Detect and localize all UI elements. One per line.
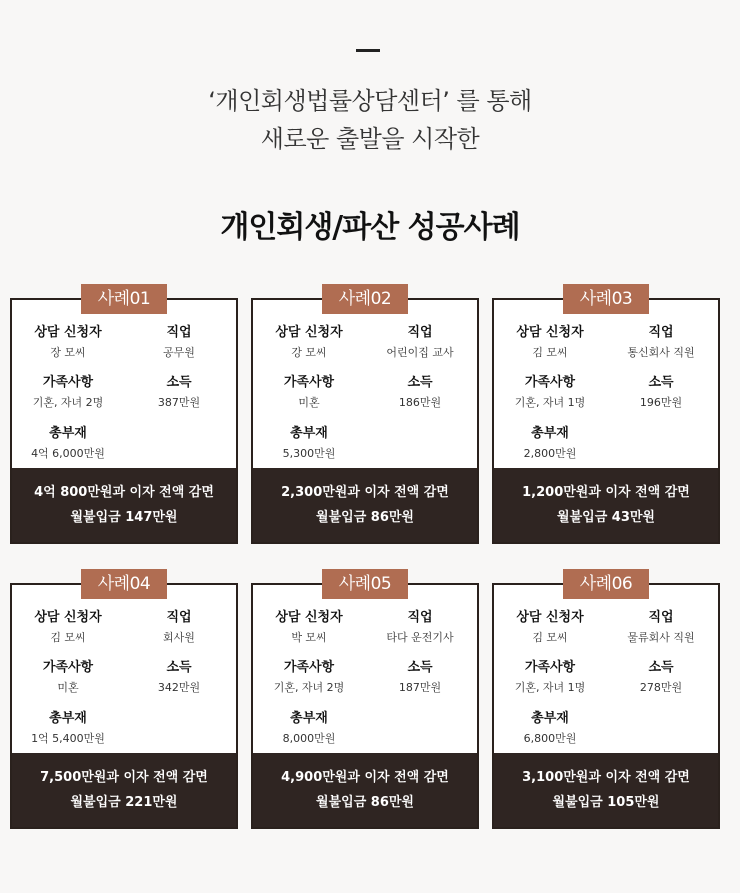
debt-value: 1억 5,400만원 [31,732,105,745]
case-card [10,289,238,544]
job-value: 회사원 [163,631,195,644]
applicant-value: 김 모씨 [50,631,86,644]
debt-value: 8,000만원 [282,732,336,745]
family-field [18,659,118,696]
result-monthly: 월불입금 147만원 [70,510,178,525]
result-monthly: 월불입금 43만원 [557,510,655,525]
income-label: 소득 [407,660,433,675]
applicant-label: 상담 신청자 [275,610,343,625]
debt-value: 5,300만원 [282,447,336,460]
case-result [253,753,477,827]
family-field [259,374,359,411]
job-label: 직업 [407,610,433,625]
applicant-value: 장 모씨 [50,346,86,359]
case-result [494,753,718,827]
case-info [494,585,718,755]
income-field [606,659,716,696]
applicant-label: 상담 신청자 [516,610,584,625]
debt-field [500,710,600,747]
income-label: 소득 [407,375,433,390]
job-value: 물류회사 직원 [627,631,695,644]
job-value: 통신회사 직원 [627,346,695,359]
family-label: 가족사항 [283,660,335,675]
income-label: 소득 [648,375,674,390]
applicant-value: 김 모씨 [532,631,568,644]
result-monthly: 월불입금 86만원 [316,510,414,525]
income-label: 소득 [166,375,192,390]
job-value: 어린이집 교사 [386,346,454,359]
result-reduction: 1,200만원과 이자 전액 감면 [522,485,690,500]
applicant-value: 김 모씨 [532,346,568,359]
applicant-label: 상담 신청자 [34,325,102,340]
family-label: 가족사항 [524,660,576,675]
applicant-value: 박 모씨 [291,631,327,644]
result-monthly: 월불입금 105만원 [552,795,660,810]
family-field [500,374,600,411]
job-label: 직업 [166,610,192,625]
case-info [494,300,718,470]
debt-field [18,710,118,747]
income-field [365,659,475,696]
case-tag: 사례04 [81,569,167,599]
family-field [500,659,600,696]
case-info [12,585,236,755]
applicant-field [500,324,600,361]
job-field [606,609,716,646]
job-label: 직업 [648,325,674,340]
applicant-field [18,609,118,646]
job-label: 직업 [166,325,192,340]
family-label: 가족사항 [283,375,335,390]
applicant-field [259,324,359,361]
family-value: 기혼, 자녀 2명 [273,681,345,694]
family-value: 기혼, 자녀 1명 [514,396,586,409]
family-label: 가족사항 [42,660,94,675]
title-dash-divider [356,49,380,52]
case-tag: 사례06 [563,569,649,599]
result-reduction: 4억 800만원과 이자 전액 감면 [34,485,214,500]
job-field [124,609,234,646]
debt-label: 총부재 [290,426,328,441]
debt-field [18,425,118,462]
debt-field [259,710,359,747]
job-field [124,324,234,361]
case-card [492,289,720,544]
income-value: 196만원 [639,396,683,409]
income-value: 187만원 [398,681,442,694]
job-value: 타다 운전기사 [386,631,454,644]
case-info [253,585,477,755]
applicant-label: 상담 신청자 [34,610,102,625]
income-label: 소득 [166,660,192,675]
intro-line-2: 새로운 출발을 시작한 [260,125,480,153]
case-tag: 사례01 [81,284,167,314]
case-result [12,753,236,827]
job-label: 직업 [407,325,433,340]
case-info [12,300,236,470]
debt-label: 총부재 [531,426,569,441]
case-card [10,574,238,829]
debt-label: 총부재 [49,711,87,726]
job-field [606,324,716,361]
case-tag: 사례03 [563,284,649,314]
job-field [365,609,475,646]
applicant-label: 상담 신청자 [275,325,343,340]
debt-field [259,425,359,462]
intro-text [0,82,740,158]
debt-label: 총부재 [49,426,87,441]
family-value: 기혼, 자녀 2명 [32,396,104,409]
case-card [492,574,720,829]
income-field [124,374,234,411]
result-reduction: 4,900만원과 이자 전액 감면 [281,770,449,785]
debt-value: 6,800만원 [523,732,577,745]
income-value: 342만원 [157,681,201,694]
family-field [18,374,118,411]
debt-value: 2,800만원 [523,447,577,460]
debt-label: 총부재 [531,711,569,726]
family-value: 미혼 [57,681,79,694]
case-card [251,289,479,544]
family-label: 가족사항 [42,375,94,390]
result-reduction: 3,100만원과 이자 전액 감면 [522,770,690,785]
intro-line-1: ‘개인회생법률상담센터’ 를 통해 [208,87,532,115]
result-reduction: 7,500만원과 이자 전액 감면 [40,770,208,785]
income-field [606,374,716,411]
job-value: 공무원 [163,346,195,359]
income-value: 278만원 [639,681,683,694]
case-info [253,300,477,470]
debt-value: 4억 6,000만원 [31,447,105,460]
family-value: 기혼, 자녀 1명 [514,681,586,694]
case-result [253,468,477,542]
applicant-field [500,609,600,646]
case-result [12,468,236,542]
job-label: 직업 [648,610,674,625]
job-field [365,324,475,361]
income-field [124,659,234,696]
debt-label: 총부재 [290,711,328,726]
case-tag: 사례05 [322,569,408,599]
income-label: 소득 [648,660,674,675]
section-heading: 개인회생/파산 성공사례 [220,210,520,245]
applicant-field [259,609,359,646]
family-label: 가족사항 [524,375,576,390]
result-monthly: 월불입금 221만원 [70,795,178,810]
income-value: 186만원 [398,396,442,409]
result-monthly: 월불입금 86만원 [316,795,414,810]
applicant-value: 강 모씨 [291,346,327,359]
family-value: 미혼 [298,396,320,409]
result-reduction: 2,300만원과 이자 전액 감면 [281,485,449,500]
family-field [259,659,359,696]
case-card [251,574,479,829]
case-tag: 사례02 [322,284,408,314]
debt-field [500,425,600,462]
applicant-label: 상담 신청자 [516,325,584,340]
case-result [494,468,718,542]
income-field [365,374,475,411]
income-value: 387만원 [157,396,201,409]
applicant-field [18,324,118,361]
